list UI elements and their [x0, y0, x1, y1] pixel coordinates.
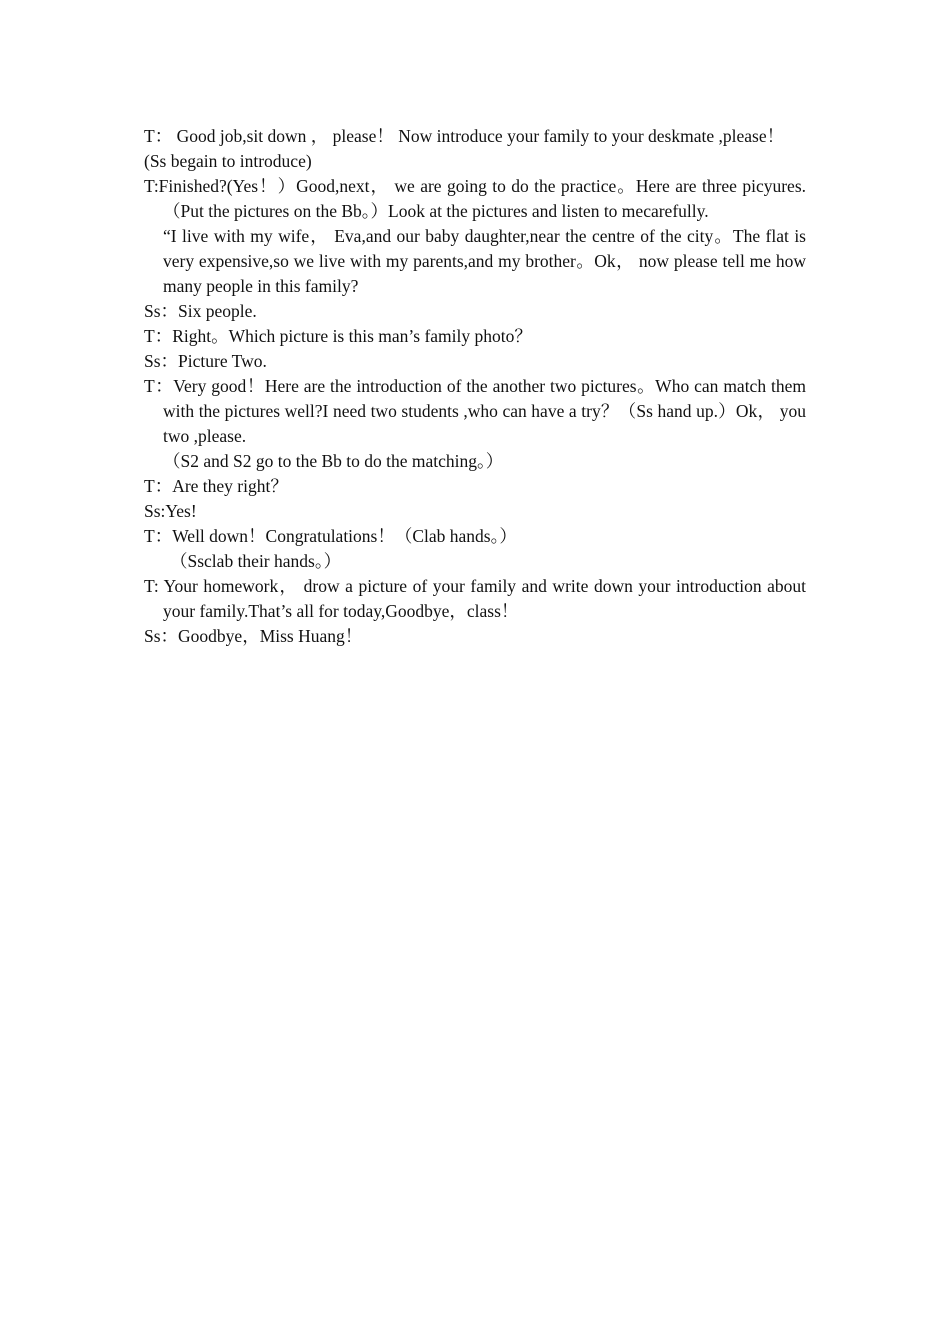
paragraph-teacher-congratulations: T：Well down！Congratulations！（Clab hands。）: [144, 526, 517, 546]
paragraph-stage-direction-matching: （S2 and S2 go to the Bb to do the matching。）: [163, 451, 504, 471]
paragraph-students-yes: Ss:Yes!: [144, 501, 197, 521]
paragraph-teacher-matching: T：Very good！Here are the introduction of the another two pictures。Who can match them with the pictures well?I need two students ,who can have a try？（Ss hand up.）Ok， you two ,please.: [144, 376, 806, 446]
paragraph-teacher-practice: T:Finished?(Yes！）Good,next， we are going to do the practice。Here are three picyures.（Put the pictures on the Bb。）Look at the pictures and listen to mecarefully.: [144, 176, 806, 221]
paragraph-teacher-intro-family: T： Good job,sit down ， please！ Now introduce your family to your deskmate ,please！: [144, 126, 785, 146]
paragraph-teacher-which-picture: T：Right。Which picture is this man’s family photo？: [144, 326, 532, 346]
paragraph-stage-direction-clap: （Ssclab their hands。）: [170, 551, 342, 571]
paragraph-students-six-people: Ss：Six people.: [144, 301, 257, 321]
paragraph-teacher-are-they-right: T：Are they right？: [144, 476, 288, 496]
paragraph-students-goodbye: Ss：Goodbye，Miss Huang！: [144, 626, 363, 646]
paragraph-students-picture-two: Ss：Picture Two.: [144, 351, 267, 371]
document-page: [144, 124, 806, 649]
paragraph-teacher-homework: T: Your homework， drow a picture of your family and write down your introduction about your family.That’s all for today,Goodbye，class！: [144, 576, 806, 621]
paragraph-students-introduce: (Ss begain to introduce): [144, 151, 312, 171]
paragraph-listening-text: “I live with my wife， Eva,and our baby daughter,near the centre of the city。The flat is very expensive,so we live with my parents,and my brother。Ok， now please tell me how many people in this family?: [163, 226, 806, 296]
